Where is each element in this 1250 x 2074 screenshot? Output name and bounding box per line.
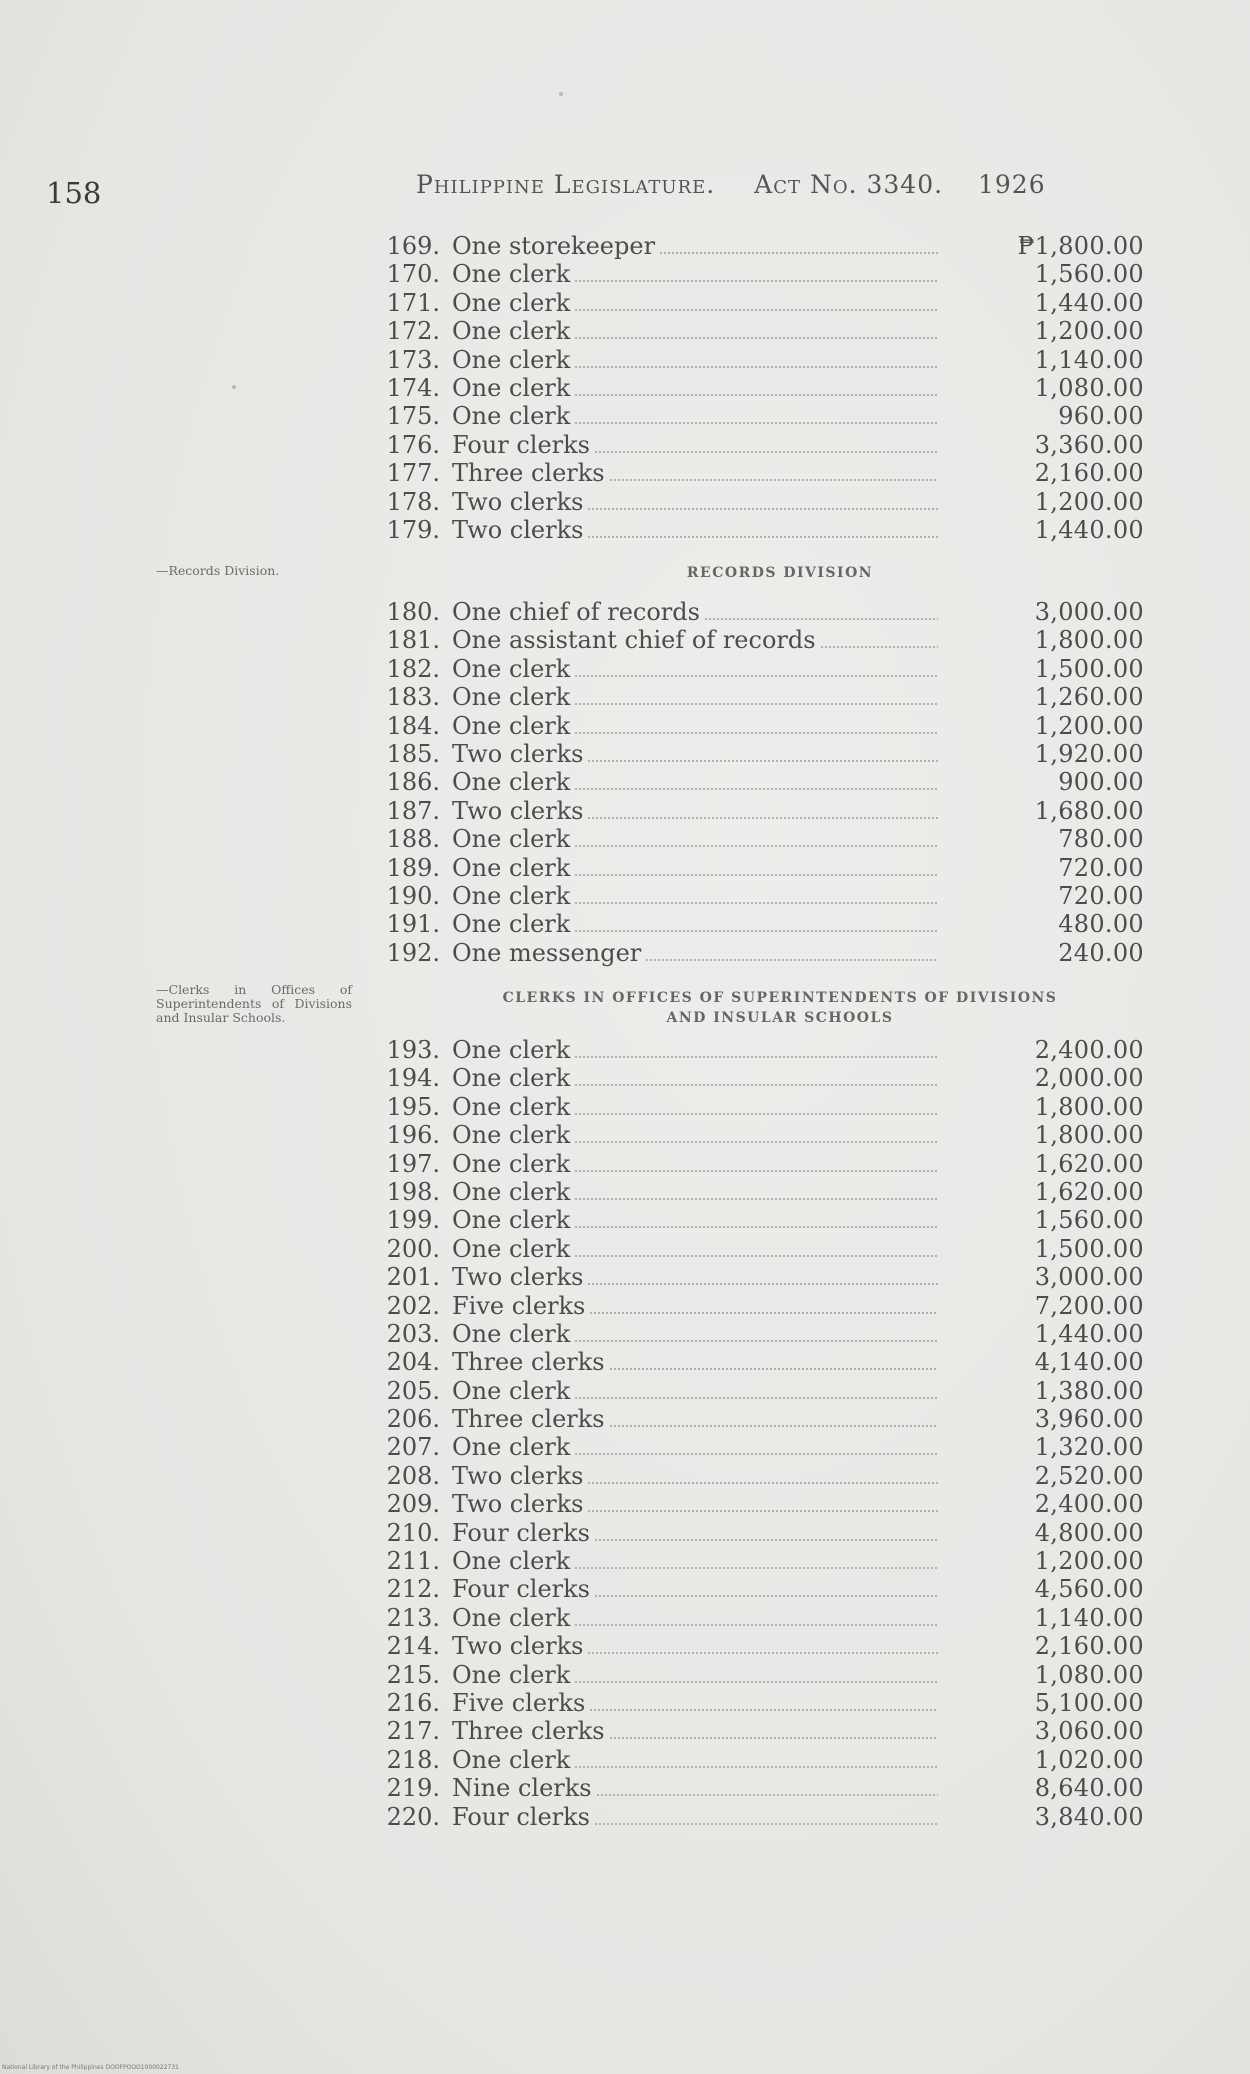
item-number: 196. (386, 1121, 440, 1150)
appropriation-list-group-2 (384, 598, 1144, 967)
item-number: 209. (386, 1490, 440, 1519)
item-number: 176. (386, 430, 440, 459)
item-amount: 1,800.00 (1034, 1121, 1144, 1150)
dot-leader (574, 337, 938, 339)
line-item (384, 1235, 1144, 1263)
dot-leader (574, 703, 938, 705)
dot-leader (594, 1823, 938, 1825)
line-item (384, 712, 1144, 740)
item-amount: 1,680.00 (1034, 796, 1144, 825)
year: 1926 (978, 170, 1046, 199)
item-description: One clerk (452, 1064, 571, 1093)
item-amount: 1,140.00 (1034, 345, 1144, 374)
item-description: Two clerks (452, 739, 584, 768)
item-number: 181. (386, 626, 440, 655)
item-description: One clerk (452, 1745, 571, 1774)
item-description: One clerk (452, 1121, 571, 1150)
line-item (384, 655, 1144, 683)
item-description: One clerk (452, 260, 571, 289)
item-amount: 3,360.00 (1034, 430, 1144, 459)
item-number: 184. (386, 711, 440, 740)
item-description: One clerk (452, 317, 571, 346)
line-item (384, 488, 1144, 516)
dot-leader (574, 930, 938, 932)
item-number: 201. (386, 1263, 440, 1292)
item-amount: 780.00 (1058, 825, 1144, 854)
item-description: One clerk (452, 345, 571, 374)
item-amount: 1,200.00 (1034, 1547, 1144, 1576)
dot-leader (596, 1794, 938, 1796)
line-item (384, 1632, 1144, 1660)
scan-footer: National Library of the Philippines DOOFPOOO1000022731 (2, 2064, 179, 2071)
item-number: 175. (386, 402, 440, 431)
line-item (384, 1292, 1144, 1320)
item-amount: 900.00 (1058, 768, 1144, 797)
dot-leader (574, 280, 938, 282)
item-description: One clerk (452, 825, 571, 854)
item-description: Two clerks (452, 1461, 584, 1490)
item-number: 193. (386, 1036, 440, 1064)
dot-leader (587, 1652, 938, 1654)
item-description: One clerk (452, 654, 571, 683)
item-number: 189. (386, 853, 440, 882)
item-description: One clerk (452, 402, 571, 431)
line-item (384, 1263, 1144, 1291)
dot-leader (587, 1283, 938, 1285)
line-item (384, 317, 1144, 345)
line-item (384, 431, 1144, 459)
dot-leader (645, 959, 938, 961)
item-amount: ₱1,800.00 (1017, 232, 1144, 260)
item-description: Four clerks (452, 1802, 590, 1831)
line-item (384, 1150, 1144, 1178)
line-item (384, 260, 1144, 288)
line-item (384, 1717, 1144, 1745)
line-item (384, 1405, 1144, 1433)
line-item (384, 939, 1144, 967)
dot-leader (574, 1141, 938, 1143)
dot-leader (587, 760, 938, 762)
item-number: 169. (386, 232, 440, 260)
item-amount: 1,560.00 (1034, 1206, 1144, 1235)
item-amount: 3,000.00 (1034, 1263, 1144, 1292)
page-number: 158 (46, 176, 102, 210)
item-amount: 4,560.00 (1034, 1575, 1144, 1604)
dot-leader (574, 1766, 938, 1768)
item-description: One clerk (452, 1376, 571, 1405)
item-number: 172. (386, 317, 440, 346)
item-amount: 1,440.00 (1034, 288, 1144, 317)
line-item (384, 797, 1144, 825)
item-amount: 3,000.00 (1034, 598, 1144, 626)
line-item (384, 232, 1144, 260)
dot-leader (609, 1737, 938, 1739)
line-item (384, 1462, 1144, 1490)
line-item (384, 882, 1144, 910)
running-head (416, 170, 1046, 199)
item-number: 197. (386, 1149, 440, 1178)
item-amount: 1,080.00 (1034, 373, 1144, 402)
item-amount: 1,440.00 (1034, 1319, 1144, 1348)
item-number: 178. (386, 487, 440, 516)
dot-leader (574, 1170, 938, 1172)
item-amount: 1,200.00 (1034, 317, 1144, 346)
item-number: 174. (386, 373, 440, 402)
item-description: Two clerks (452, 515, 584, 544)
item-description: One clerk (452, 1547, 571, 1576)
item-amount: 2,000.00 (1034, 1064, 1144, 1093)
line-item (384, 1490, 1144, 1518)
item-number: 206. (386, 1405, 440, 1434)
item-amount: 1,920.00 (1034, 739, 1144, 768)
section-heading-clerks-line2: AND INSULAR SCHOOLS (666, 1010, 894, 1026)
item-description: Four clerks (452, 1518, 590, 1547)
dot-leader (574, 366, 938, 368)
dot-leader (574, 874, 938, 876)
item-amount: 240.00 (1058, 938, 1144, 967)
item-description: One clerk (452, 1433, 571, 1462)
line-item (384, 740, 1144, 768)
item-description: Two clerks (452, 1490, 584, 1519)
item-amount: 3,060.00 (1034, 1717, 1144, 1746)
line-item (384, 1661, 1144, 1689)
dot-leader (609, 1425, 938, 1427)
dot-leader (594, 451, 938, 453)
line-item (384, 598, 1144, 626)
item-amount: 2,160.00 (1034, 1632, 1144, 1661)
line-item (384, 1377, 1144, 1405)
margin-note-clerks: —Clerks in Offices of Superintendents of Divisions and Insular Schools. (156, 982, 352, 1025)
line-item (384, 459, 1144, 487)
item-description: Five clerks (452, 1291, 586, 1320)
item-amount: 1,260.00 (1034, 683, 1144, 712)
item-amount: 1,320.00 (1034, 1433, 1144, 1462)
line-item (384, 1348, 1144, 1376)
item-number: 192. (386, 938, 440, 967)
item-number: 199. (386, 1206, 440, 1235)
section-heading-clerks-line1: CLERKS IN OFFICES OF SUPERINTENDENTS OF DIVISIONS (502, 990, 1058, 1006)
item-description: One assistant chief of records (452, 626, 816, 655)
item-description: One clerk (452, 910, 571, 939)
dot-leader (574, 1567, 938, 1569)
item-number: 179. (386, 515, 440, 544)
item-amount: 1,440.00 (1034, 515, 1144, 544)
item-description: Nine clerks (452, 1774, 592, 1803)
item-description: One clerk (452, 1036, 571, 1064)
item-number: 212. (386, 1575, 440, 1604)
item-amount: 4,140.00 (1034, 1348, 1144, 1377)
dot-leader (574, 1681, 938, 1683)
dot-leader (574, 309, 938, 311)
item-amount: 1,620.00 (1034, 1149, 1144, 1178)
item-description: Four clerks (452, 430, 590, 459)
section-heading-clerks (420, 988, 1140, 1028)
dot-leader (589, 1709, 938, 1711)
item-number: 216. (386, 1688, 440, 1717)
item-number: 217. (386, 1717, 440, 1746)
item-number: 203. (386, 1319, 440, 1348)
item-description: One clerk (452, 1234, 571, 1263)
item-number: 202. (386, 1291, 440, 1320)
item-description: Two clerks (452, 1632, 584, 1661)
paper-speck (232, 385, 236, 389)
dot-leader (574, 675, 938, 677)
item-amount: 7,200.00 (1034, 1291, 1144, 1320)
line-item (384, 346, 1144, 374)
item-description: One clerk (452, 1319, 571, 1348)
item-amount: 2,520.00 (1034, 1461, 1144, 1490)
section-heading-records: RECORDS DIVISION (686, 565, 874, 581)
item-description: One clerk (452, 1149, 571, 1178)
item-amount: 720.00 (1058, 853, 1144, 882)
item-description: One clerk (452, 853, 571, 882)
item-amount: 1,800.00 (1034, 1092, 1144, 1121)
dot-leader (574, 394, 938, 396)
line-item (384, 768, 1144, 796)
item-number: 173. (386, 345, 440, 374)
line-item (384, 1206, 1144, 1234)
item-description: One clerk (452, 768, 571, 797)
item-amount: 8,640.00 (1034, 1774, 1144, 1803)
item-number: 183. (386, 683, 440, 712)
dot-leader (609, 479, 938, 481)
item-amount: 1,200.00 (1034, 487, 1144, 516)
dot-leader (587, 817, 938, 819)
item-amount: 4,800.00 (1034, 1518, 1144, 1547)
dot-leader (574, 1113, 938, 1115)
item-description: One clerk (452, 1092, 571, 1121)
line-item (384, 1774, 1144, 1802)
item-amount: 1,560.00 (1034, 260, 1144, 289)
item-number: 195. (386, 1092, 440, 1121)
item-amount: 3,960.00 (1034, 1405, 1144, 1434)
item-number: 177. (386, 459, 440, 488)
dot-leader (574, 1397, 938, 1399)
item-description: Two clerks (452, 487, 584, 516)
paper-speck (559, 92, 563, 96)
item-amount: 1,080.00 (1034, 1660, 1144, 1689)
item-description: Three clerks (452, 459, 605, 488)
item-number: 185. (386, 739, 440, 768)
item-description: Four clerks (452, 1575, 590, 1604)
item-amount: 2,160.00 (1034, 459, 1144, 488)
dot-leader (574, 1084, 938, 1086)
line-item (384, 910, 1144, 938)
line-item (384, 1689, 1144, 1717)
dot-leader (594, 1539, 938, 1541)
margin-note-records: —Records Division. (156, 563, 280, 578)
line-item (384, 289, 1144, 317)
item-number: 214. (386, 1632, 440, 1661)
item-description: Three clerks (452, 1405, 605, 1434)
item-number: 207. (386, 1433, 440, 1462)
line-item (384, 402, 1144, 430)
dot-leader (574, 1340, 938, 1342)
dot-leader (594, 1595, 938, 1597)
line-item (384, 516, 1144, 544)
item-amount: 960.00 (1058, 402, 1144, 431)
dot-leader (574, 1453, 938, 1455)
item-number: 182. (386, 654, 440, 683)
line-item (384, 1575, 1144, 1603)
dot-leader (574, 422, 938, 424)
item-number: 170. (386, 260, 440, 289)
item-number: 194. (386, 1064, 440, 1093)
line-item (384, 1433, 1144, 1461)
item-number: 187. (386, 796, 440, 825)
dot-leader (609, 1368, 938, 1370)
item-number: 171. (386, 288, 440, 317)
item-number: 218. (386, 1745, 440, 1774)
dot-leader (574, 902, 938, 904)
appropriation-list-group-1 (384, 232, 1144, 544)
appropriation-list-group-3 (384, 1036, 1144, 1831)
dot-leader (820, 646, 938, 648)
line-item (384, 854, 1144, 882)
line-item (384, 683, 1144, 711)
item-number: 198. (386, 1177, 440, 1206)
dot-leader (574, 1056, 938, 1058)
item-description: Five clerks (452, 1688, 586, 1717)
line-item (384, 1604, 1144, 1632)
item-amount: 1,620.00 (1034, 1177, 1144, 1206)
dot-leader (574, 788, 938, 790)
item-number: 200. (386, 1234, 440, 1263)
item-description: Three clerks (452, 1348, 605, 1377)
item-description: One messenger (452, 938, 642, 967)
item-description: One clerk (452, 1603, 571, 1632)
line-item (384, 1519, 1144, 1547)
item-description: One clerk (452, 1660, 571, 1689)
item-amount: 480.00 (1058, 910, 1144, 939)
dot-leader (589, 1312, 938, 1314)
line-item (384, 1093, 1144, 1121)
item-description: One clerk (452, 683, 571, 712)
item-description: One clerk (452, 881, 571, 910)
dot-leader (587, 508, 938, 510)
item-number: 220. (386, 1802, 440, 1831)
dot-leader (659, 252, 938, 254)
item-number: 205. (386, 1376, 440, 1405)
item-amount: 5,100.00 (1034, 1688, 1144, 1717)
line-item (384, 825, 1144, 853)
item-number: 186. (386, 768, 440, 797)
item-description: One storekeeper (452, 232, 656, 260)
item-description: One clerk (452, 1177, 571, 1206)
item-amount: 1,500.00 (1034, 654, 1144, 683)
line-item (384, 1178, 1144, 1206)
dot-leader (574, 1624, 938, 1626)
line-item (384, 1320, 1144, 1348)
line-item (384, 1064, 1144, 1092)
dot-leader (574, 1255, 938, 1257)
dot-leader (574, 1198, 938, 1200)
item-amount: 1,020.00 (1034, 1745, 1144, 1774)
item-number: 219. (386, 1774, 440, 1803)
item-number: 191. (386, 910, 440, 939)
line-item (384, 374, 1144, 402)
item-amount: 1,500.00 (1034, 1234, 1144, 1263)
item-amount: 1,140.00 (1034, 1603, 1144, 1632)
line-item (384, 1547, 1144, 1575)
item-number: 188. (386, 825, 440, 854)
line-item (384, 1746, 1144, 1774)
item-description: Three clerks (452, 1717, 605, 1746)
item-number: 210. (386, 1518, 440, 1547)
item-description: One clerk (452, 711, 571, 740)
item-description: One clerk (452, 373, 571, 402)
item-description: One clerk (452, 288, 571, 317)
item-number: 204. (386, 1348, 440, 1377)
item-number: 211. (386, 1547, 440, 1576)
dot-leader (704, 618, 938, 620)
item-description: Two clerks (452, 796, 584, 825)
item-amount: 2,400.00 (1034, 1036, 1144, 1064)
item-amount: 3,840.00 (1034, 1802, 1144, 1831)
item-amount: 1,380.00 (1034, 1376, 1144, 1405)
item-number: 215. (386, 1660, 440, 1689)
dot-leader (574, 845, 938, 847)
dot-leader (587, 1482, 938, 1484)
item-description: One clerk (452, 1206, 571, 1235)
item-amount: 720.00 (1058, 881, 1144, 910)
line-item (384, 1036, 1144, 1064)
dot-leader (587, 536, 938, 538)
dot-leader (574, 1226, 938, 1228)
line-item (384, 1121, 1144, 1149)
item-description: One chief of records (452, 598, 700, 626)
item-description: Two clerks (452, 1263, 584, 1292)
legislature-title: Philippine Legislature. (416, 170, 716, 199)
line-item (384, 626, 1144, 654)
dot-leader (587, 1510, 938, 1512)
item-number: 190. (386, 881, 440, 910)
dot-leader (574, 732, 938, 734)
line-item (384, 1803, 1144, 1831)
act-number: Act No. 3340. (754, 170, 944, 199)
item-number: 213. (386, 1603, 440, 1632)
item-number: 180. (386, 598, 440, 626)
item-number: 208. (386, 1461, 440, 1490)
item-amount: 1,800.00 (1034, 626, 1144, 655)
item-amount: 2,400.00 (1034, 1490, 1144, 1519)
item-amount: 1,200.00 (1034, 711, 1144, 740)
